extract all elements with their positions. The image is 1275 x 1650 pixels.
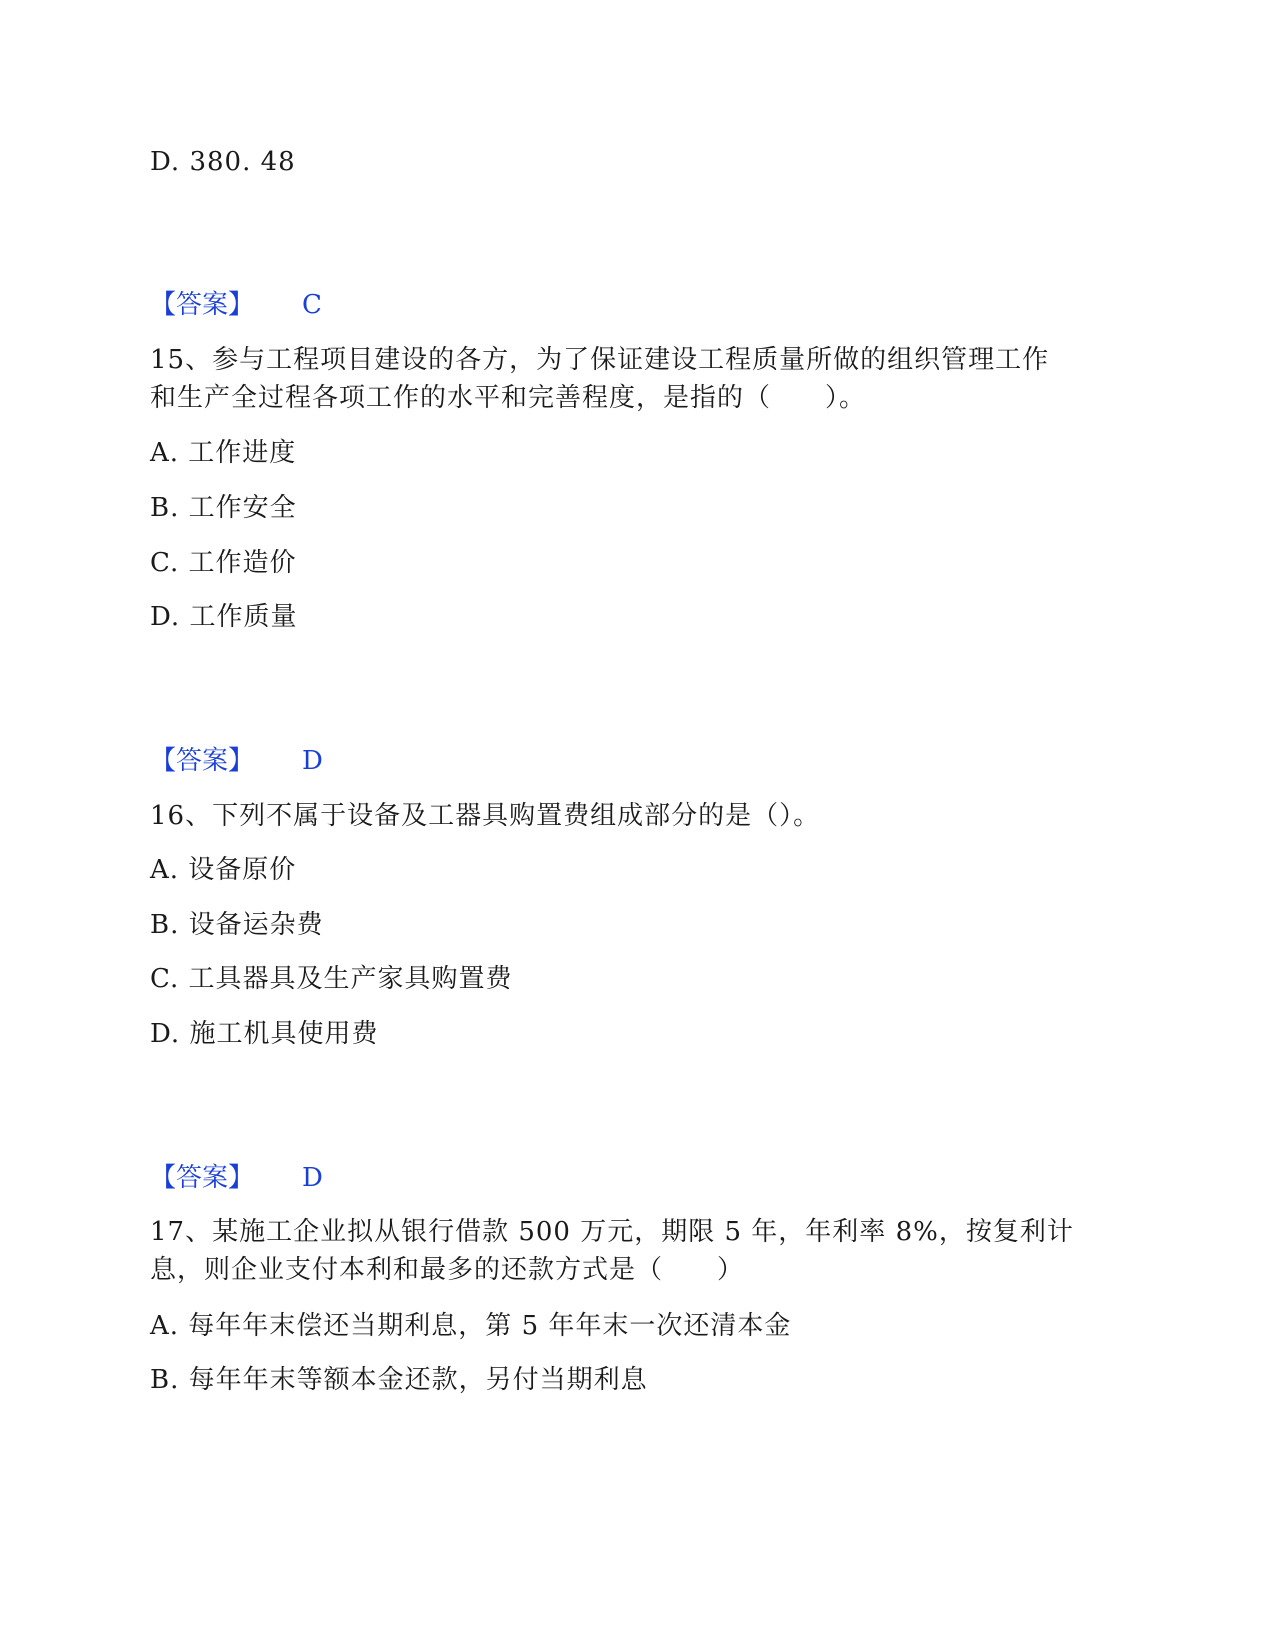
q15-option-d: D. 工作质量 xyxy=(150,602,298,632)
q15-stem-line2: 和生产全过程各项工作的水平和完善程度，是指的（ ）。 xyxy=(150,383,867,413)
q17-stem-line1: 17、某施工企业拟从银行借款 500 万元，期限 5 年，年利率 8%，按复利计 xyxy=(150,1217,1074,1247)
q15-option-b: B. 工作安全 xyxy=(150,493,297,523)
answer-label: 【答案】 xyxy=(150,290,255,320)
q15-stem-line1: 15、参与工程项目建设的各方，为了保证建设工程质量所做的组织管理工作 xyxy=(150,345,1050,375)
q15-option-c: C. 工作造价 xyxy=(150,548,297,578)
q14-answer xyxy=(150,288,322,322)
q14-option-d: D. 380. 48 xyxy=(150,147,296,177)
q16-option-a: A. 设备原价 xyxy=(150,855,297,885)
answer-label: 【答案】 xyxy=(150,1163,255,1193)
q17-stem-line2: 息，则企业支付本利和最多的还款方式是（ ） xyxy=(150,1255,745,1285)
q17-option-b: B. 每年年末等额本金还款，另付当期利息 xyxy=(150,1365,648,1395)
q17-option-a: A. 每年年末偿还当期利息，第 5 年年末一次还清本金 xyxy=(150,1311,792,1341)
q16-option-d: D. 施工机具使用费 xyxy=(150,1019,379,1049)
q16-option-c: C. 工具器具及生产家具购置费 xyxy=(150,964,513,994)
answer-value: D xyxy=(302,746,323,776)
q16-answer xyxy=(150,1161,323,1195)
q16-option-b: B. 设备运杂费 xyxy=(150,910,324,940)
q15-option-a: A. 工作进度 xyxy=(150,438,297,468)
answer-value: C xyxy=(302,290,322,320)
answer-label: 【答案】 xyxy=(150,746,255,776)
q16-stem-line1: 16、下列不属于设备及工器具购置费组成部分的是（）。 xyxy=(150,801,821,831)
answer-value: D xyxy=(302,1163,323,1193)
q15-answer xyxy=(150,744,323,778)
